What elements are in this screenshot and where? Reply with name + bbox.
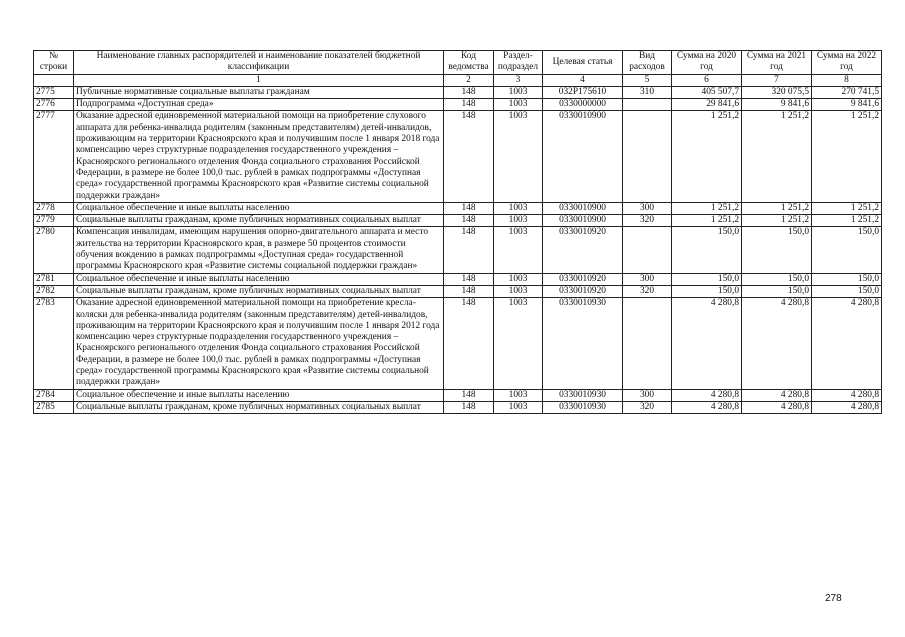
row-sum2022: 1 251,2 [812,215,882,227]
row-sum2022: 9 841,6 [812,99,882,111]
row-number: 2775 [34,86,74,98]
row-sum2022: 4 280,8 [812,389,882,401]
row-name: Социальное обеспечение и иные выплаты населению [74,273,444,285]
row-dept: 148 [444,86,494,98]
row-section: 1003 [494,99,543,111]
row-sum2022: 150,0 [812,285,882,297]
table-row [34,273,882,285]
row-target: 0330010900 [543,202,623,214]
row-sum2020: 4 280,8 [672,298,742,389]
row-name: Социальное обеспечение и иные выплаты населению [74,202,444,214]
row-sum2020: 150,0 [672,273,742,285]
row-dept: 148 [444,298,494,389]
colnum: 5 [623,74,672,86]
row-target: 0330010900 [543,215,623,227]
row-sum2021: 1 251,2 [742,215,812,227]
row-sum2021: 9 841,6 [742,99,812,111]
row-sum2021: 150,0 [742,285,812,297]
row-number: 2776 [34,99,74,111]
row-sum2022: 150,0 [812,227,882,273]
row-exptype: 300 [623,389,672,401]
header-sum2020: Сумма на 2020 год [672,51,742,75]
page-number: 278 [825,593,842,604]
row-name: Социальные выплаты гражданам, кроме публичных нормативных социальных выплат [74,401,444,413]
row-sum2021: 150,0 [742,227,812,273]
row-number: 2777 [34,111,74,202]
row-exptype: 320 [623,215,672,227]
table-row [34,298,882,389]
row-exptype: 320 [623,285,672,297]
row-number: 2783 [34,298,74,389]
row-sum2020: 1 251,2 [672,202,742,214]
row-target: 0330010930 [543,389,623,401]
row-exptype: 300 [623,202,672,214]
colnum: 3 [494,74,543,86]
table-row [34,86,882,98]
row-number: 2778 [34,202,74,214]
row-section: 1003 [494,285,543,297]
row-section: 1003 [494,86,543,98]
row-sum2022: 1 251,2 [812,202,882,214]
row-sum2022: 4 280,8 [812,298,882,389]
row-target: 0330010920 [543,273,623,285]
row-exptype [623,298,672,389]
colnum: 6 [672,74,742,86]
row-target: 0330010930 [543,298,623,389]
column-number-row [34,74,882,86]
table-row [34,111,882,202]
colnum: 4 [543,74,623,86]
row-target: 0330010920 [543,285,623,297]
budget-table [33,50,882,414]
row-dept: 148 [444,389,494,401]
row-sum2021: 1 251,2 [742,202,812,214]
row-dept: 148 [444,215,494,227]
table-row [34,227,882,273]
row-section: 1003 [494,389,543,401]
row-sum2021: 4 280,8 [742,401,812,413]
row-sum2021: 320 075,5 [742,86,812,98]
row-number: 2785 [34,401,74,413]
row-section: 1003 [494,215,543,227]
row-number: 2781 [34,273,74,285]
row-section: 1003 [494,401,543,413]
row-dept: 148 [444,227,494,273]
colnum: 2 [444,74,494,86]
row-sum2020: 29 841,6 [672,99,742,111]
header-target: Целевая статья [543,51,623,75]
table-row [34,99,882,111]
table-row [34,285,882,297]
colnum: 1 [74,74,444,86]
table-row [34,389,882,401]
row-dept: 148 [444,111,494,202]
table-row [34,202,882,214]
row-section: 1003 [494,298,543,389]
colnum: 7 [742,74,812,86]
header-section: Раздел-подраздел [494,51,543,75]
row-target: 032P175610 [543,86,623,98]
row-sum2021: 4 280,8 [742,298,812,389]
header-num: № строки [34,51,74,75]
row-exptype: 300 [623,273,672,285]
row-sum2020: 150,0 [672,227,742,273]
row-name: Социальные выплаты гражданам, кроме публичных нормативных социальных выплат [74,285,444,297]
header-exptype: Вид расходов [623,51,672,75]
row-section: 1003 [494,227,543,273]
row-name: Социальное обеспечение и иные выплаты населению [74,389,444,401]
row-dept: 148 [444,99,494,111]
row-sum2020: 405 507,7 [672,86,742,98]
row-name: Компенсация инвалидам, имеющим нарушения опорно-двигательного аппарата и место жительства на территории Красноярского края, в размере 50 процентов стоимости обучения вождению в рамках подпрограммы «Доступная среда» государственной программы Красноярского края «Развитие системы социальной поддержки граждан» [74,227,444,273]
row-target: 0330010900 [543,111,623,202]
row-section: 1003 [494,273,543,285]
table-row [34,215,882,227]
row-exptype: 310 [623,86,672,98]
row-name: Оказание адресной единовременной материальной помощи на приобретение слухового аппарата для ребенка-инвалида родителям (законным представителям) детей-инвалидов, проживающим на территории Красноярского края и получившим после 1 января 2018 года компенсацию через структурные подразделения государственного учреждения – Красноярского регионального отделения Фонда социального страхования Российской Федерации, в размере не более 100,0 тыс. рублей в рамках подпрограммы «Доступная среда» государственной программы Красноярского края «Развитие системы социальной поддержки граждан» [74,111,444,202]
row-section: 1003 [494,202,543,214]
row-name: Оказание адресной единовременной материальной помощи на приобретение кресла-коляски для ребенка-инвалида родителям (законным представителям) детей-инвалидов, проживающим на территории Красноярского края и получившим после 1 января 2012 года компенсацию через структурные подразделения государственного учреждения – Красноярского регионального отделения Фонда социального страхования Российской Федерации, в размере не более 100,0 тыс. рублей в рамках подпрограммы «Доступная среда» государственной программы Красноярского края «Развитие системы социальной поддержки граждан» [74,298,444,389]
row-sum2021: 4 280,8 [742,389,812,401]
row-sum2021: 150,0 [742,273,812,285]
row-sum2020: 4 280,8 [672,389,742,401]
row-sum2020: 1 251,2 [672,215,742,227]
row-sum2020: 4 280,8 [672,401,742,413]
row-exptype [623,99,672,111]
header-sum2021: Сумма на 2021 год [742,51,812,75]
row-sum2022: 4 280,8 [812,401,882,413]
table-row [34,401,882,413]
row-number: 2779 [34,215,74,227]
header-dept: Код ведомства [444,51,494,75]
row-target: 0330000000 [543,99,623,111]
row-sum2021: 1 251,2 [742,111,812,202]
row-name: Публичные нормативные социальные выплаты гражданам [74,86,444,98]
row-number: 2784 [34,389,74,401]
row-dept: 148 [444,273,494,285]
header-sum2022: Сумма на 2022 год [812,51,882,75]
header-row [34,51,882,75]
row-target: 0330010920 [543,227,623,273]
row-exptype: 320 [623,401,672,413]
row-sum2022: 1 251,2 [812,111,882,202]
row-number: 2782 [34,285,74,297]
row-exptype [623,111,672,202]
row-dept: 148 [444,285,494,297]
row-target: 0330010930 [543,401,623,413]
row-sum2022: 270 741,5 [812,86,882,98]
colnum-empty [34,74,74,86]
row-sum2020: 150,0 [672,285,742,297]
row-sum2022: 150,0 [812,273,882,285]
row-exptype [623,227,672,273]
colnum: 8 [812,74,882,86]
row-name: Подпрограмма «Доступная среда» [74,99,444,111]
row-dept: 148 [444,202,494,214]
header-name: Наименование главных распорядителей и наименование показателей бюджетной классификации [74,51,444,75]
row-sum2020: 1 251,2 [672,111,742,202]
row-section: 1003 [494,111,543,202]
row-number: 2780 [34,227,74,273]
row-dept: 148 [444,401,494,413]
row-name: Социальные выплаты гражданам, кроме публичных нормативных социальных выплат [74,215,444,227]
